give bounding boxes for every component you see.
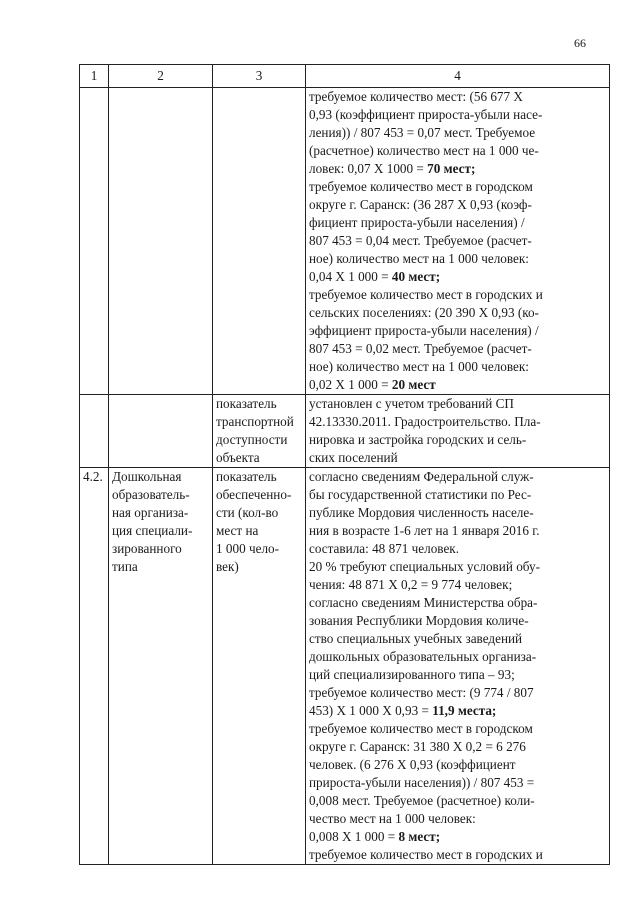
text-run: нировка и застройка городских и сель- [309, 432, 527, 447]
text-run: ций специализированного типа – 93; [309, 667, 515, 682]
text-run: зования Республики Мордовия количе- [309, 613, 529, 628]
text-line [309, 612, 606, 630]
text-run: дошкольных образовательных организа- [309, 649, 537, 664]
text-run: установлен с учетом требований СП [309, 396, 514, 411]
text-line [309, 846, 606, 864]
row3-description-cell [306, 468, 610, 865]
text-line: ная организа- [112, 505, 189, 520]
text-run: 0,008 мест. Требуемое (расчетное) коли- [309, 793, 535, 808]
table-row [80, 395, 610, 468]
text-line [309, 232, 606, 250]
header-cell-1: 1 [80, 65, 109, 88]
text-run: фициент прироста-убыли населения) / [309, 215, 525, 230]
text-line [309, 702, 606, 720]
text-line: век) [216, 559, 239, 574]
text-line [309, 286, 606, 304]
text-line [309, 738, 606, 756]
text-run: 0,008 Х 1 000 = [309, 829, 399, 844]
bold-result: 40 мест; [391, 269, 441, 284]
row1-number-cell [80, 88, 109, 395]
text-run: человек. (6 276 Х 0,93 (коэффициент [309, 757, 516, 772]
text-line: объекта [216, 450, 260, 465]
text-run: требуемое количество мест: (56 677 Х [309, 89, 523, 104]
text-line: ция специали- [112, 523, 193, 538]
text-run: требуемое количество мест в городском [309, 179, 533, 194]
row1-indicator-cell [213, 88, 306, 395]
text-run: чество мест на 1 000 человек: [309, 811, 476, 826]
text-line: типа [112, 559, 138, 574]
bold-result: 8 мест; [398, 829, 441, 844]
text-line [309, 160, 606, 178]
text-run: 0,93 (коэффициент прироста-убыли насе- [309, 107, 543, 122]
text-line [309, 648, 606, 666]
text-line [309, 268, 606, 286]
text-run: (расчетное) количество мест на 1 000 че- [309, 143, 539, 158]
text-line: 1 000 чело- [216, 541, 280, 556]
text-line: доступности [216, 432, 288, 447]
text-line: сти (кол-во [216, 505, 279, 520]
text-run: 807 453 = 0,04 мест. Требуемое (расчет- [309, 233, 532, 248]
text-run: ство специальных учебных заведений [309, 631, 523, 646]
text-run: сельских поселениях: (20 390 Х 0,93 (ко- [309, 305, 539, 320]
text-line: показатель [216, 396, 277, 411]
text-run: 20 % требуют специальных условий обу- [309, 559, 540, 574]
text-line [309, 828, 606, 846]
text-line [309, 124, 606, 142]
page-number: 66 [574, 36, 586, 50]
text-line [309, 756, 606, 774]
text-run: эффициент прироста-убыли населения) / [309, 323, 539, 338]
text-run: бы государственной статистики по Рес- [309, 487, 532, 502]
text-line [309, 540, 606, 558]
text-line [309, 558, 606, 576]
text-run: требуемое количество мест: (9 774 / 807 [309, 685, 534, 700]
text-run: требуемое количество мест в городском [309, 721, 533, 736]
bold-result: 11,9 места; [432, 703, 497, 718]
text-line: зированного [112, 541, 182, 556]
text-run: ских поселений [309, 450, 398, 465]
text-line: мест на [216, 523, 259, 538]
row3-number-cell: 4.2. [80, 468, 109, 865]
text-line [309, 666, 606, 684]
text-run: ловек: 0,07 Х 1000 = [309, 161, 428, 176]
text-line: транспортной [216, 414, 294, 429]
text-line: Дошкольная [112, 469, 182, 484]
row2-object-cell [109, 395, 213, 468]
text-line [309, 792, 606, 810]
row1-object-cell [109, 88, 213, 395]
text-line [309, 468, 606, 486]
text-line [309, 504, 606, 522]
text-run: округе г. Саранск: 31 380 Х 0,2 = 6 276 [309, 739, 526, 754]
header-cell-2: 2 [109, 65, 213, 88]
text-line [309, 178, 606, 196]
text-run: прироста-убыли населения)) / 807 453 = [309, 775, 535, 790]
text-line [309, 413, 606, 431]
header-cell-3: 3 [213, 65, 306, 88]
text-line [309, 322, 606, 340]
text-run: 453) Х 1 000 Х 0,93 = [309, 703, 433, 718]
text-line [309, 522, 606, 540]
text-run: 0,02 Х 1 000 = [309, 377, 392, 392]
text-line [309, 250, 606, 268]
table-row [80, 468, 610, 865]
table-row [80, 88, 610, 395]
text-line [309, 142, 606, 160]
bold-result: 70 мест; [427, 161, 476, 176]
text-run: согласно сведениям Федеральной служ- [309, 469, 534, 484]
text-line [309, 106, 606, 124]
row3-object-cell [109, 468, 213, 865]
text-run: согласно сведениям Министерства обра- [309, 595, 538, 610]
row1-description-cell [306, 88, 610, 395]
text-line: показатель [216, 469, 277, 484]
text-line [309, 630, 606, 648]
text-run: ния в возрасте 1-6 лет на 1 января 2016 г. [309, 523, 540, 538]
requirements-table [79, 64, 610, 865]
table-header-row [80, 65, 610, 88]
text-run: чения: 48 871 Х 0,2 = 9 774 человек; [309, 577, 513, 592]
text-run: ления)) / 807 453 = 0,07 мест. Требуемое [309, 125, 536, 140]
text-line [309, 340, 606, 358]
text-run: составила: 48 871 человек. [309, 541, 460, 556]
text-run: 807 453 = 0,02 мест. Требуемое (расчет- [309, 341, 532, 356]
text-line [309, 449, 606, 467]
text-line: образователь- [112, 487, 190, 502]
text-run: округе г. Саранск: (36 287 Х 0,93 (коэф- [309, 197, 532, 212]
text-line [309, 88, 606, 106]
text-line [309, 376, 606, 394]
text-line [309, 304, 606, 322]
text-run: публике Мордовия численность населе- [309, 505, 534, 520]
row2-indicator-cell [213, 395, 306, 468]
row2-number-cell [80, 395, 109, 468]
text-line [309, 774, 606, 792]
text-run: 0,04 Х 1 000 = [309, 269, 392, 284]
text-run: ное) количество мест на 1 000 человек: [309, 251, 529, 266]
text-run: требуемое количество мест в городских и [309, 287, 543, 302]
text-run: ное) количество мест на 1 000 человек: [309, 359, 529, 374]
text-line [309, 594, 606, 612]
header-cell-4: 4 [306, 65, 610, 88]
row2-description-cell [306, 395, 610, 468]
bold-result: 20 мест [391, 377, 436, 392]
text-line: обеспеченно- [216, 487, 292, 502]
text-line [309, 576, 606, 594]
text-line [309, 431, 606, 449]
text-line [309, 196, 606, 214]
text-line [309, 395, 606, 413]
text-line [309, 720, 606, 738]
text-run: 42.13330.2011. Градостроительство. Пла- [309, 414, 541, 429]
text-line [309, 358, 606, 376]
row3-indicator-cell [213, 468, 306, 865]
text-line [309, 810, 606, 828]
text-line [309, 684, 606, 702]
text-line [309, 486, 606, 504]
text-line [309, 214, 606, 232]
text-run: требуемое количество мест в городских и [309, 847, 543, 862]
